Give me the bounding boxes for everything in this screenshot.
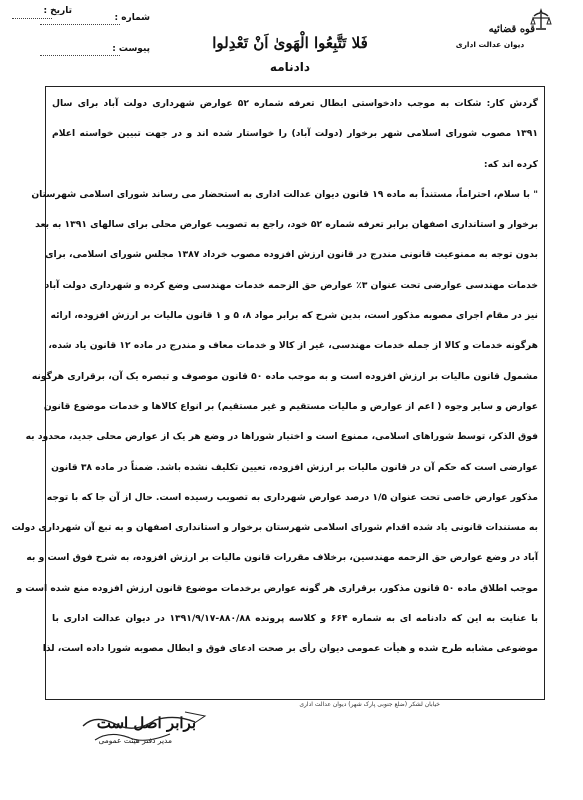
body-line: با عنایت به این که دادنامه ای به شماره ۶۶۴ و کلاسه پرونده ۸۸۰/۸۸-۱۳۹۱/۹/۱۷ در دیوان عدالت اداری با [52,613,538,625]
body-line: مشمول قانون مالیات بر ارزش افزوده است و به موجب ماده ۵۰ قانون موصوف و تبصره یک آن، برقراری هرگونه [31,370,538,382]
body-line: عوارضی است که حکم آن در قانون مالیات بر ارزش افزوده، تعیین تکلیف نشده باشد. ضمناً در ماده ۳۸ قانون [51,461,538,473]
body-line: موجب اطلاق ماده ۵۰ قانون مذکور، برقراری هر گونه عوارض برخدمات موضوع قانون ارزش افزوده منع شده است و [16,582,538,594]
body-line: فوق الذکر، توسط شوراهای اسلامی، ممنوع است و اختیار شوراها در وضع هر یک از عوارض محلی جدید، محدود به [25,431,538,443]
stamp-main-text: برابر اصل است [96,714,196,732]
header-verse: فَلا تَتَّبِعُوا الْهَوىٰ اَنْ تَعْدِلوا [212,34,368,52]
org-name-court: دیوان عدالت اداری [455,40,525,49]
date-field-line [12,18,52,19]
body-line: برخوار و استانداری اصفهان برابر تعرفه شماره ۵۲ خود، راجع به تصویب عوارض محلی برای سالهای ۱۳۹۱ به بعد [35,219,538,231]
body-line: به مستندات قانونی یاد شده اقدام شورای اسلامی شهرستان برخوار و استانداری اصفهان و به تبع آن شهرداری دولت [11,522,538,534]
attachment-field-label: پیوست : [112,44,150,54]
body-line: خدمات مهندسی عوارضی تحت عنوان ۳٪ عوارض حق الزحمه خدمات مهندسی وضع کرده و شهرداری دولت آباد [44,279,538,291]
body-line: گردش کار: شکات به موجب دادخواستی ابطال تعرفه شماره ۵۲ عوارض شهرداری دولت آباد برای سال [52,98,538,109]
body-line: مذکور عوارض خاصی تحت عنوان ۱/۵ درصد عوارض شهرداری به تصویب رسیده است. حال از آن جا که با توجه [46,491,538,503]
org-name-judiciary: قوه قضائیه [488,24,535,35]
body-line: آباد در وضع عوارض حق الزحمه مهندسین، برخلاف مقررات قانون مالیات بر ارزش افزوده، به شرح فوق است و به [26,552,538,564]
signature-mark [75,704,225,754]
number-field-label: شماره : [114,13,150,23]
body-line: موضوعی مشابه طرح شده و هیأت عمومی دیوان رأی بر صحت ادعای فوق و ابطال مصوبه شورا داده است، لذا [42,643,538,655]
number-field-line [40,24,120,25]
body-line: نیز در مقام اجرای مصوبه مذکور است، بدین شرح که برابر مواد ۸، ۵ و ۱ قانون مالیات بر ارزش افزوده، ارائه [50,310,538,322]
date-field-label: تاریخ : [43,6,72,16]
body-line: ۱۳۹۱ مصوب شورای اسلامی شهر برخوار (دولت آباد) را خواستار شده اند و در جهت تبیین خواسته اعلام [52,128,538,140]
stamp-sub-text: مدیر دفتر هیئت عمومی [98,736,172,745]
body-line: عوارض و سایر وجوه ( اعم از عوارض و مالیات مستقیم و غیر مستقیم) بر انواع کالاها و خدمات موضوع قانون [43,400,538,412]
body-line: کرده اند که: [483,158,538,170]
attachment-field-line [40,55,120,56]
body-text [11,89,538,665]
footer-address: خیابان لشکر (ضلع جنوبی پارک شهر) دیوان عدالت اداری [299,701,440,708]
body-line: بدون توجه به ممنوعیت قانونی مندرج در قانون ارزش افزوده مصوب خرداد ۱۳۸۷ مجلس شورای اسلامی، برای [45,249,538,261]
body-line: هرگونه خدمات و کالا از جمله خدمات مهندسی، غیر از کالا و خدمات معاف و مندرج در ماده ۱۲ قانون یاد شده، [48,340,538,352]
document-title: دادنامه [269,60,311,74]
body-line: " با سلام، احتراماً، مستنداً به ماده ۱۹ قانون دیوان عدالت اداری به استحضار می رساند شورای اسلامی شهرستان [31,188,538,200]
